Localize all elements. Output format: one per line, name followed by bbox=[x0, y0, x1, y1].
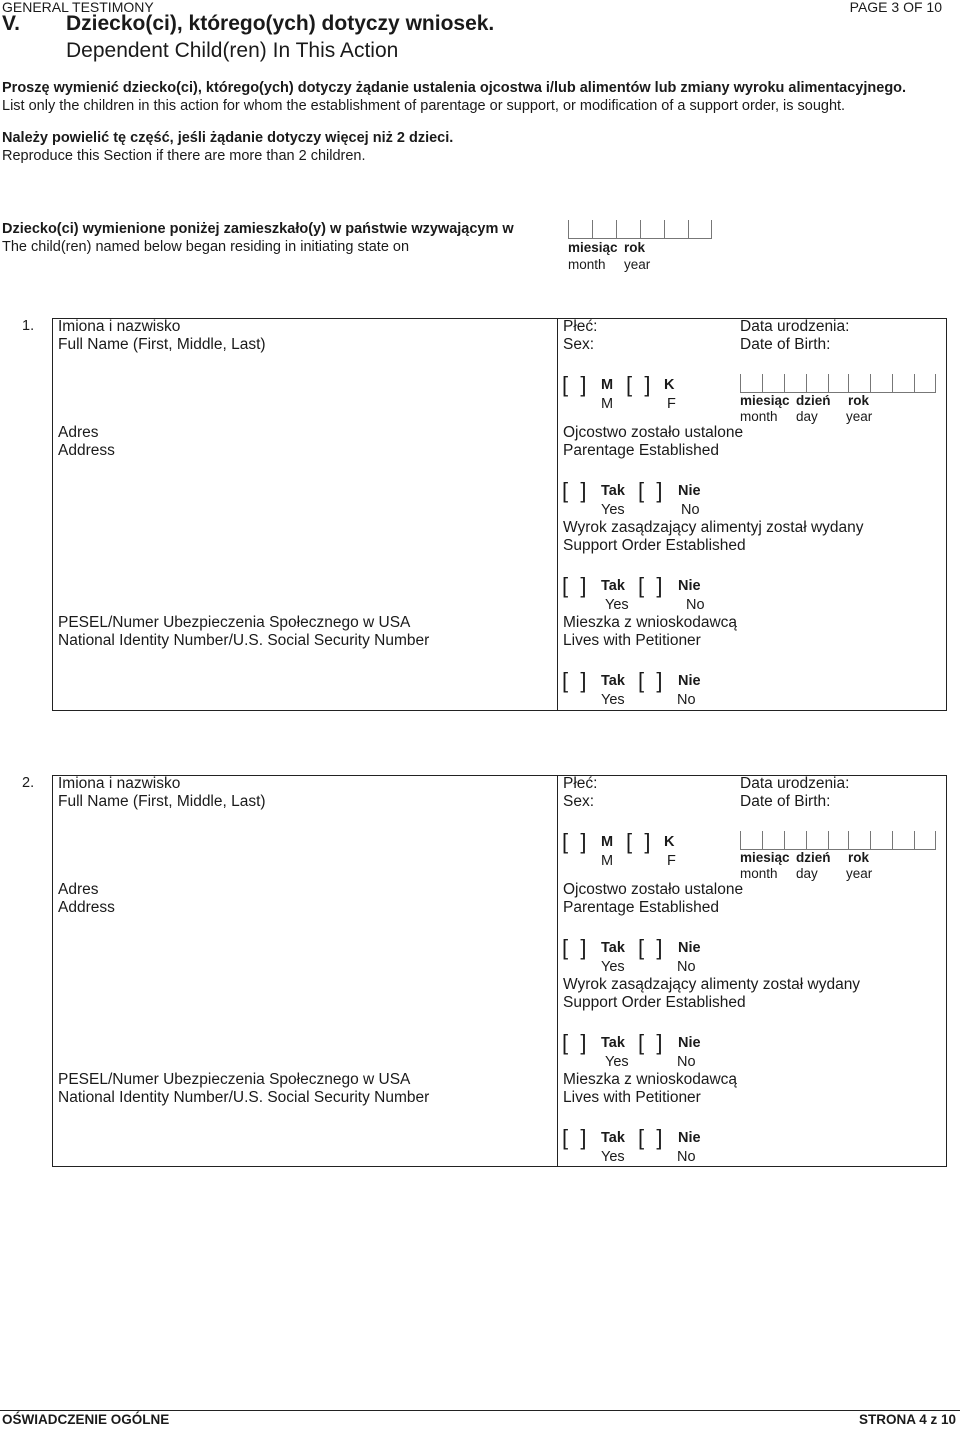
dob-field[interactable] bbox=[740, 374, 936, 393]
residing-month-pl: miesiąc bbox=[568, 240, 618, 255]
no-label-en: No bbox=[681, 502, 700, 518]
dob-label-en: Date of Birth: bbox=[740, 793, 831, 810]
sex-m-label-en: M bbox=[601, 396, 614, 412]
sex-label-en: Sex: bbox=[563, 336, 595, 353]
sex-label-pl: Płeć: bbox=[563, 775, 598, 792]
instruction-list-en: List only the children in this action for whom the establishment of parentage or support, or modification of a support order, is sought. bbox=[2, 98, 846, 114]
sex-label-en: Sex: bbox=[563, 793, 595, 810]
no-label-en: No bbox=[677, 959, 696, 975]
yes-label-pl: Tak bbox=[601, 1130, 625, 1146]
child-number: 1. bbox=[22, 318, 35, 334]
support-label-en: Support Order Established bbox=[563, 994, 746, 1011]
yes-label-en: Yes bbox=[605, 1054, 629, 1070]
national-id-label-pl: PESEL/Numer Ubezpieczenia Społecznego w USA bbox=[58, 1071, 411, 1088]
dob-field[interactable] bbox=[740, 831, 936, 850]
full-name-label-en: Full Name (First, Middle, Last) bbox=[58, 336, 266, 353]
residing-year-en: year bbox=[624, 257, 651, 272]
page-number: PAGE 3 OF 10 bbox=[849, 0, 942, 15]
footer-page-number: STRONA 4 z 10 bbox=[858, 1412, 956, 1427]
no-label-en: No bbox=[677, 1054, 696, 1070]
dob-label-en: Date of Birth: bbox=[740, 336, 831, 353]
support-yes-checkbox[interactable]: [ ] bbox=[562, 573, 587, 598]
dob-day-pl: dzień bbox=[796, 850, 831, 865]
sex-k-checkbox[interactable]: [ ] bbox=[626, 372, 651, 397]
yes-label-en: Yes bbox=[601, 692, 625, 708]
no-label-pl: Nie bbox=[678, 1035, 701, 1051]
dob-day-en: day bbox=[796, 866, 818, 881]
sex-k-checkbox[interactable]: [ ] bbox=[626, 829, 651, 854]
sex-m-label-pl: M bbox=[601, 834, 614, 850]
lives-with-label-en: Lives with Petitioner bbox=[563, 632, 701, 649]
yes-label-pl: Tak bbox=[601, 578, 625, 594]
yes-label-en: Yes bbox=[601, 502, 625, 518]
dob-year-en: year bbox=[846, 866, 873, 881]
dob-day-en: day bbox=[796, 409, 818, 424]
no-label-pl: Nie bbox=[678, 1130, 701, 1146]
yes-label-pl: Tak bbox=[601, 673, 625, 689]
dob-month-en: month bbox=[740, 866, 778, 881]
lives-with-yes-checkbox[interactable]: [ ] bbox=[562, 668, 587, 693]
residing-label-en: The child(ren) named below began residing in initiating state on bbox=[2, 239, 410, 255]
section-title-pl: Dziecko(ci), którego(ych) dotyczy wniosek. bbox=[66, 12, 495, 35]
running-header-left: GENERAL TESTIMONY bbox=[2, 0, 154, 15]
sex-m-checkbox[interactable]: [ ] bbox=[562, 829, 587, 854]
national-id-label-en: National Identity Number/U.S. Social Security Number bbox=[58, 632, 430, 649]
lives-with-label-pl: Mieszka z wnioskodawcą bbox=[563, 1071, 738, 1088]
section-number: V. bbox=[2, 12, 20, 35]
parentage-label-pl: Ojcostwo zostało ustalone bbox=[563, 424, 744, 441]
no-label-en: No bbox=[686, 597, 705, 613]
address-label-pl: Adres bbox=[58, 424, 99, 441]
instruction-list-pl: Proszę wymienić dziecko(ci), którego(ych) dotyczy żądanie ustalenia ojcostwa i/lub alimentów lub zmiany wyroku alimentacyjnego. bbox=[2, 80, 907, 96]
dob-month-pl: miesiąc bbox=[740, 850, 790, 865]
lives-with-yes-checkbox[interactable]: [ ] bbox=[562, 1125, 587, 1150]
parentage-yes-checkbox[interactable]: [ ] bbox=[562, 478, 587, 503]
lives-with-no-checkbox[interactable]: [ ] bbox=[638, 1125, 663, 1150]
no-label-en: No bbox=[677, 1149, 696, 1165]
no-label-pl: Nie bbox=[678, 483, 701, 499]
parentage-label-en: Parentage Established bbox=[563, 899, 719, 916]
support-yes-checkbox[interactable]: [ ] bbox=[562, 1030, 587, 1055]
parentage-no-checkbox[interactable]: [ ] bbox=[638, 478, 663, 503]
sex-k-label-pl: K bbox=[664, 834, 675, 850]
support-label-pl: Wyrok zasądzający alimentyj został wydany bbox=[563, 519, 864, 536]
yes-label-en: Yes bbox=[605, 597, 629, 613]
parentage-yes-checkbox[interactable]: [ ] bbox=[562, 935, 587, 960]
support-no-checkbox[interactable]: [ ] bbox=[638, 573, 663, 598]
full-name-label-pl: Imiona i nazwisko bbox=[58, 775, 181, 792]
dob-month-en: month bbox=[740, 409, 778, 424]
residing-month-en: month bbox=[568, 257, 606, 272]
no-label-pl: Nie bbox=[678, 673, 701, 689]
dob-label-pl: Data urodzenia: bbox=[740, 775, 850, 792]
no-label-en: No bbox=[677, 692, 696, 708]
parentage-no-checkbox[interactable]: [ ] bbox=[638, 935, 663, 960]
support-label-en: Support Order Established bbox=[563, 537, 746, 554]
section-title-en: Dependent Child(ren) In This Action bbox=[66, 39, 399, 62]
support-label-pl: Wyrok zasądzający alimenty został wydany bbox=[563, 976, 861, 993]
full-name-label-pl: Imiona i nazwisko bbox=[58, 318, 181, 335]
sex-f-label-en: F bbox=[667, 396, 676, 412]
dob-year-pl: rok bbox=[848, 393, 870, 408]
address-label-en: Address bbox=[58, 899, 115, 916]
dob-year-en: year bbox=[846, 409, 873, 424]
parentage-label-en: Parentage Established bbox=[563, 442, 719, 459]
sex-m-label-pl: M bbox=[601, 377, 614, 393]
no-label-pl: Nie bbox=[678, 578, 701, 594]
sex-f-label-en: F bbox=[667, 853, 676, 869]
column-divider bbox=[557, 775, 558, 1166]
residing-date-field[interactable] bbox=[568, 220, 712, 239]
dob-day-pl: dzień bbox=[796, 393, 831, 408]
yes-label-en: Yes bbox=[601, 959, 625, 975]
dob-month-pl: miesiąc bbox=[740, 393, 790, 408]
dob-label-pl: Data urodzenia: bbox=[740, 318, 850, 335]
child-number: 2. bbox=[22, 775, 35, 791]
national-id-label-en: National Identity Number/U.S. Social Security Number bbox=[58, 1089, 430, 1106]
instruction-repeat-pl: Należy powielić tę część, jeśli żądanie dotyczy więcej niż 2 dzieci. bbox=[2, 130, 454, 146]
national-id-label-pl: PESEL/Numer Ubezpieczenia Społecznego w USA bbox=[58, 614, 411, 631]
address-label-en: Address bbox=[58, 442, 115, 459]
dob-year-pl: rok bbox=[848, 850, 870, 865]
sex-label-pl: Płeć: bbox=[563, 318, 598, 335]
lives-with-label-en: Lives with Petitioner bbox=[563, 1089, 701, 1106]
sex-m-label-en: M bbox=[601, 853, 614, 869]
no-label-pl: Nie bbox=[678, 940, 701, 956]
parentage-label-pl: Ojcostwo zostało ustalone bbox=[563, 881, 744, 898]
residing-label-pl: Dziecko(ci) wymienione poniżej zamieszkało(y) w państwie wzywającym w bbox=[2, 221, 514, 237]
footer-title: OŚWIADCZENIE OGÓLNE bbox=[2, 1412, 170, 1427]
yes-label-pl: Tak bbox=[601, 940, 625, 956]
yes-label-pl: Tak bbox=[601, 483, 625, 499]
residing-year-pl: rok bbox=[624, 240, 646, 255]
lives-with-label-pl: Mieszka z wnioskodawcą bbox=[563, 614, 738, 631]
address-label-pl: Adres bbox=[58, 881, 99, 898]
yes-label-en: Yes bbox=[601, 1149, 625, 1165]
sex-k-label-pl: K bbox=[664, 377, 675, 393]
lives-with-no-checkbox[interactable]: [ ] bbox=[638, 668, 663, 693]
footer-rule bbox=[0, 1410, 960, 1411]
sex-m-checkbox[interactable]: [ ] bbox=[562, 372, 587, 397]
support-no-checkbox[interactable]: [ ] bbox=[638, 1030, 663, 1055]
full-name-label-en: Full Name (First, Middle, Last) bbox=[58, 793, 266, 810]
instruction-repeat-en: Reproduce this Section if there are more than 2 children. bbox=[2, 148, 366, 164]
column-divider bbox=[557, 318, 558, 710]
yes-label-pl: Tak bbox=[601, 1035, 625, 1051]
